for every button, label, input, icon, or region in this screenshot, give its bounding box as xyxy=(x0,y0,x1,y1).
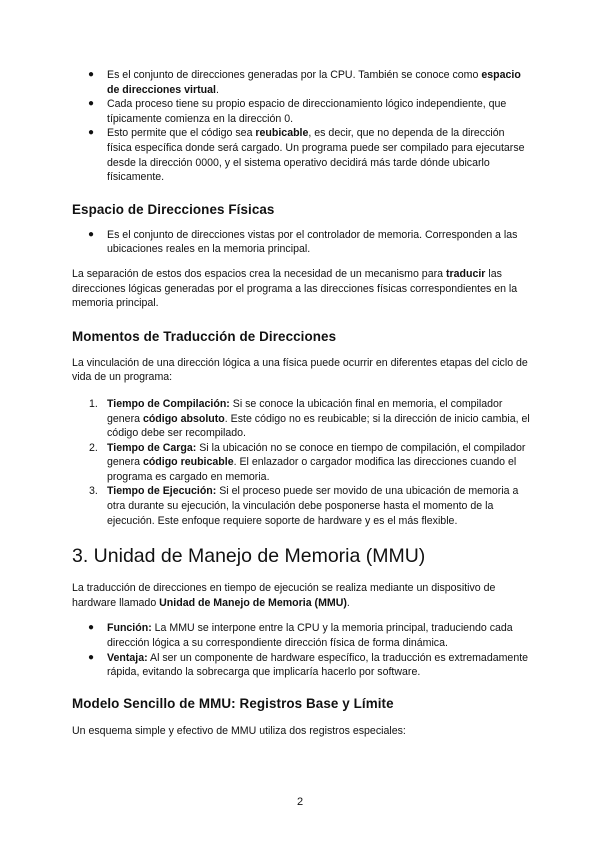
list-item: ● Es el conjunto de direcciones generadas por la CPU. También se conoce como espacio de direcciones virtual. xyxy=(88,69,521,96)
bullet-icon: ● xyxy=(88,651,95,663)
list-item: ● Ventaja: Al ser un componente de hardware específico, la traducción es extremadamente rápida, evitando la sobrecarga que implicaría hacerlo por software. xyxy=(88,651,529,679)
translation-moments-heading: Momentos de Traducción de Direcciones xyxy=(72,328,337,344)
list-item: 2. Tiempo de Carga: Si la ubicación no se conoce en tiempo de compilación, el compilador genera código reubicable. El enlazador o cargador modifica las direcciones cuando el programa es cargado en memoria. xyxy=(89,441,526,483)
list-item: ● Es el conjunto de direcciones vistas por el controlador de memoria. Corresponden a las ubicaciones reales en la memoria principal. xyxy=(88,228,518,256)
translation-moments-intro: La vinculación de una dirección lógica a una física puede ocurrir en diferentes etapas del ciclo de vida de un programa: xyxy=(72,356,528,384)
page-content xyxy=(72,68,532,738)
separation-paragraph: La separación de estos dos espacios crea la necesidad de un mecanismo para traducir las direcciones lógicas generadas por el programa a las direcciones físicas correspondientes en la memoria principal. xyxy=(72,267,518,310)
mmu-model-intro: Un esquema simple y efectivo de MMU utiliza dos registros especiales: xyxy=(72,724,406,737)
translation-moments-list xyxy=(72,397,532,528)
list-item: ● Función: La MMU se interpone entre la CPU y la memoria principal, traduciendo cada dirección lógica a su correspondiente dirección física de forma dinámica. xyxy=(88,622,513,650)
bullet-icon: ● xyxy=(88,622,95,634)
mmu-model-heading: Modelo Sencillo de MMU: Registros Base y Límite xyxy=(72,695,394,711)
physical-address-list xyxy=(72,228,532,257)
bullet-icon: ● xyxy=(88,228,95,240)
bullet-icon: ● xyxy=(88,69,95,80)
page-number: 2 xyxy=(296,796,304,808)
mmu-section-heading: 3. Unidad de Manejo de Memoria (MMU) xyxy=(72,545,426,568)
physical-address-heading: Espacio de Direcciones Físicas xyxy=(72,201,275,217)
list-item: ● Esto permite que el código sea reubicable, es decir, que no dependa de la dirección física específica donde será cargado. Un programa puede ser compilado para ejecutarse desde la dirección 0000, y el sistema operativo decidirá más tarde dónde ubicarlo físicamente. xyxy=(88,127,525,184)
mmu-feature-list xyxy=(72,621,532,679)
virtual-address-list xyxy=(72,68,532,185)
bullet-icon: ● xyxy=(88,127,95,139)
list-item: 3. Tiempo de Ejecución: Si el proceso puede ser movido de una ubicación de memoria a otra durante su ejecución, la vinculación debe posponerse hasta el momento de la ejecución. Este enfoque requiere soporte de hardware y es el más flexible. xyxy=(89,485,519,527)
bullet-icon: ● xyxy=(88,98,95,110)
mmu-intro-paragraph: La traducción de direcciones en tiempo de ejecución se realiza mediante un dispositivo de hardware llamado Unidad de Manejo de Memoria (MMU). xyxy=(72,582,496,609)
list-item: 1. Tiempo de Compilación: Si se conoce la ubicación final en memoria, el compilador genera código absoluto. Este código no es reubicable; si la dirección de inicio cambia, el código debe ser recompilado. xyxy=(89,397,530,440)
list-item: ● Cada proceso tiene su propio espacio de direccionamiento lógico independiente, que típicamente comienza en la dirección 0. xyxy=(88,98,507,125)
